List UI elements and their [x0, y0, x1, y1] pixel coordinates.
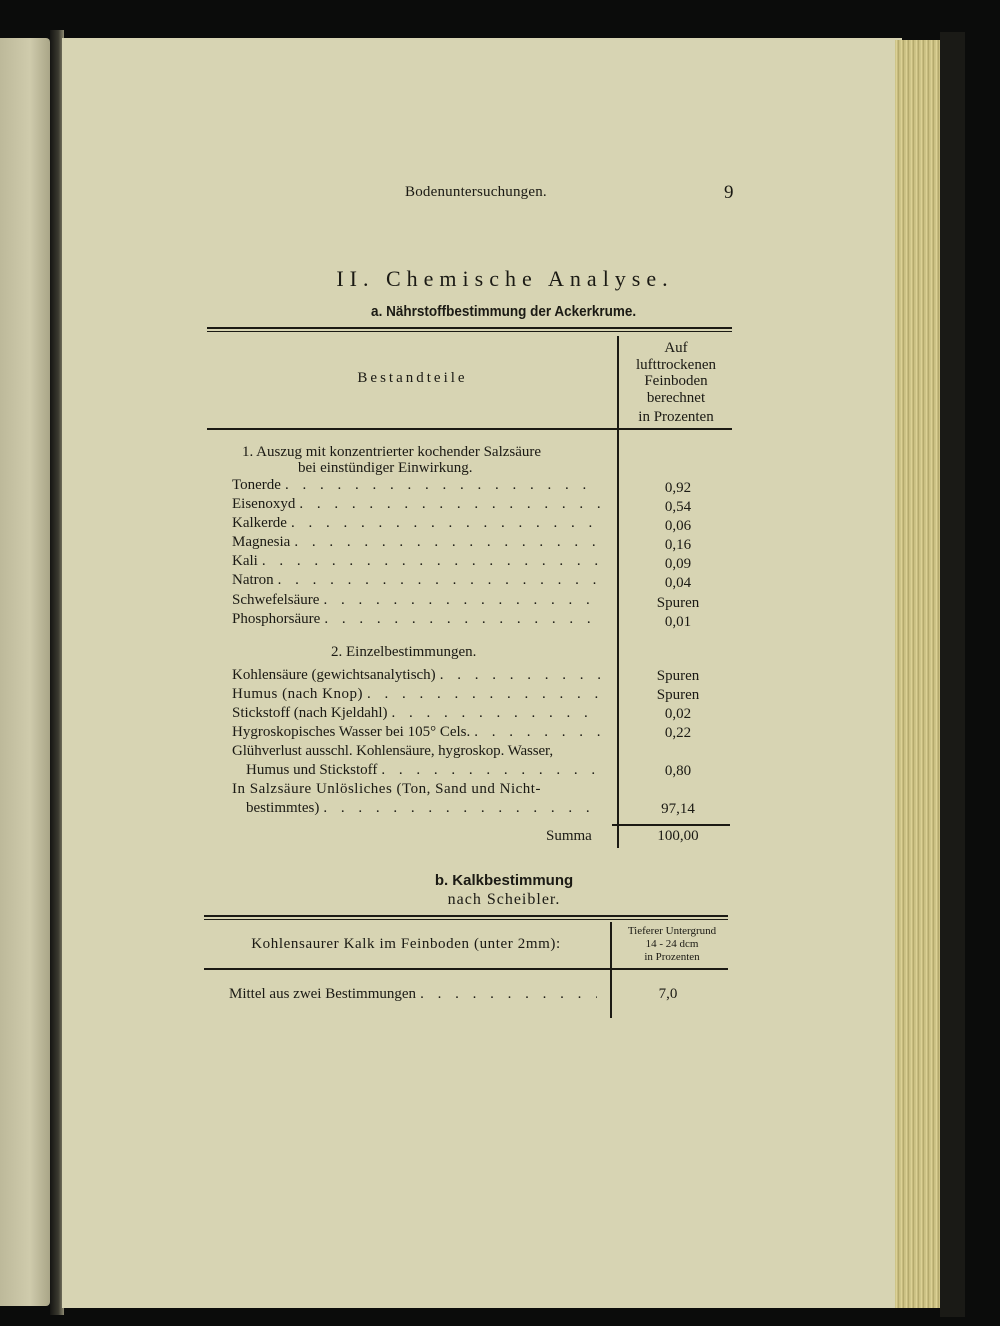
running-head: Bodenuntersuchungen. [405, 184, 547, 200]
row-text: Hygroskopisches Wasser bei 105° Cels. [232, 724, 471, 740]
table-b-header-rule [204, 968, 728, 970]
table-row-value: 0,16 [664, 537, 692, 553]
table-row-value: 0,06 [664, 518, 692, 534]
table-row-label [232, 686, 600, 703]
table-row-value: 0,92 [664, 480, 692, 496]
group1-heading: 1. Auszug mit konzentrierter kochender Salzsäure [242, 444, 542, 460]
row-text: Humus (nach Knop) [232, 686, 363, 702]
table-row-label [232, 667, 600, 684]
group1-heading: bei einstündiger Einwirkung. [298, 460, 473, 476]
table-b-row-label [229, 986, 597, 1003]
dot-leader [320, 611, 600, 628]
header-line: in Prozenten [644, 951, 700, 963]
table-row-label-line1: In Salzsäure Unlösliches (Ton, Sand und Nicht- [232, 781, 541, 797]
column-header-prozenten [622, 340, 730, 426]
table-row-label [232, 477, 600, 494]
subsection-a-title: a. Nährstoffbestimmung der Ackerkrume. [371, 303, 637, 320]
row-text: Phosphorsäure [232, 611, 321, 627]
dot-leader [470, 724, 600, 741]
dot-leader [388, 705, 600, 722]
table-row-label [232, 724, 600, 741]
sum-label: Summa [546, 828, 592, 844]
table-b-row-value: 7,0 [658, 986, 678, 1002]
table-row-value: 0,01 [664, 614, 692, 630]
table-a-header-rule [207, 428, 732, 430]
group2-heading: 2. Einzelbestimmungen. [331, 644, 477, 660]
table-a-column-divider [617, 336, 619, 848]
table-row-label [246, 762, 600, 779]
table-row-value: 0,80 [664, 763, 692, 779]
table-row-value: Spuren [656, 687, 700, 703]
page-number: 9 [724, 182, 734, 203]
dot-leader [274, 572, 600, 589]
row-text: Tonerde [232, 477, 281, 493]
subsection-b-title: b. Kalkbestimmung [434, 872, 574, 889]
table-b-column-divider [610, 922, 612, 1018]
section-title: II. Chemische Analyse. [336, 266, 674, 291]
table-row-value: 97,14 [661, 801, 695, 817]
dot-leader [416, 986, 597, 1003]
table-b-top-rule-thin [204, 919, 728, 920]
row-text: Natron [232, 572, 274, 588]
header-line: 14 - 24 dcm [645, 938, 699, 950]
row-text: Magnesia [232, 534, 291, 550]
dot-leader [319, 800, 600, 817]
row-text: Humus und Stickstoff [246, 762, 378, 778]
header-line: Feinboden [644, 373, 708, 389]
dot-leader [258, 553, 600, 570]
column-header-bestandteile: Bestandteile [357, 370, 468, 386]
table-row-label [232, 611, 600, 628]
table-row-label [232, 496, 600, 513]
table-a-top-rule [207, 327, 732, 329]
dot-leader [319, 592, 600, 609]
table-a-sum-rule [612, 824, 730, 826]
book-cover [940, 32, 965, 1317]
table-row-value: 0,22 [664, 725, 692, 741]
table-row-label [246, 800, 600, 817]
subsection-b-subtitle: nach Scheibler. [447, 891, 561, 908]
table-b-top-rule [204, 915, 728, 917]
sum-value: 100,00 [657, 828, 699, 844]
dot-leader [363, 686, 600, 703]
table-row-label [232, 534, 600, 551]
table-b-value-header [614, 925, 730, 964]
row-text: Mittel aus zwei Bestimmungen [229, 986, 417, 1002]
table-row-value: Spuren [656, 668, 700, 684]
table-row-label-line1: Glühverlust ausschl. Kohlensäure, hygroskop. Wasser, [232, 743, 553, 759]
header-line: berechnet [646, 389, 706, 406]
dot-leader [377, 762, 600, 779]
table-row-value: Spuren [656, 595, 700, 611]
row-text: bestimmtes) [246, 800, 320, 816]
facing-page-edge [0, 38, 50, 1306]
table-row-label [232, 592, 600, 609]
table-row-label [232, 515, 600, 532]
table-row-value: 0,04 [664, 575, 692, 591]
dot-leader [290, 534, 600, 551]
header-line: lufttrockenen [636, 356, 716, 373]
header-line: in Prozenten [638, 409, 714, 425]
row-text: Kalkerde [232, 515, 287, 531]
row-text: Kali [232, 553, 258, 569]
row-text: Stickstoff (nach Kjeldahl) [232, 705, 388, 721]
header-line: Auf [664, 340, 688, 356]
dot-leader [281, 477, 600, 494]
table-row-label [232, 572, 600, 589]
table-b-column-header: Kohlensaurer Kalk im Feinboden (unter 2mm): [251, 936, 561, 952]
header-line: Tieferer Untergrund [627, 925, 717, 937]
row-text: Schwefelsäure [232, 592, 320, 608]
table-a-top-rule-thin [207, 331, 732, 332]
table-row-value: 0,54 [664, 499, 692, 515]
dot-leader [287, 515, 600, 532]
dot-leader [436, 667, 600, 684]
table-row-value: 0,02 [664, 706, 692, 722]
table-row-label [232, 553, 600, 570]
table-row-label [232, 705, 600, 722]
dot-leader [295, 496, 600, 513]
table-row-value: 0,09 [664, 556, 692, 572]
row-text: Eisenoxyd [232, 496, 296, 512]
row-text: Kohlensäure (gewichtsanalytisch) [232, 667, 436, 683]
